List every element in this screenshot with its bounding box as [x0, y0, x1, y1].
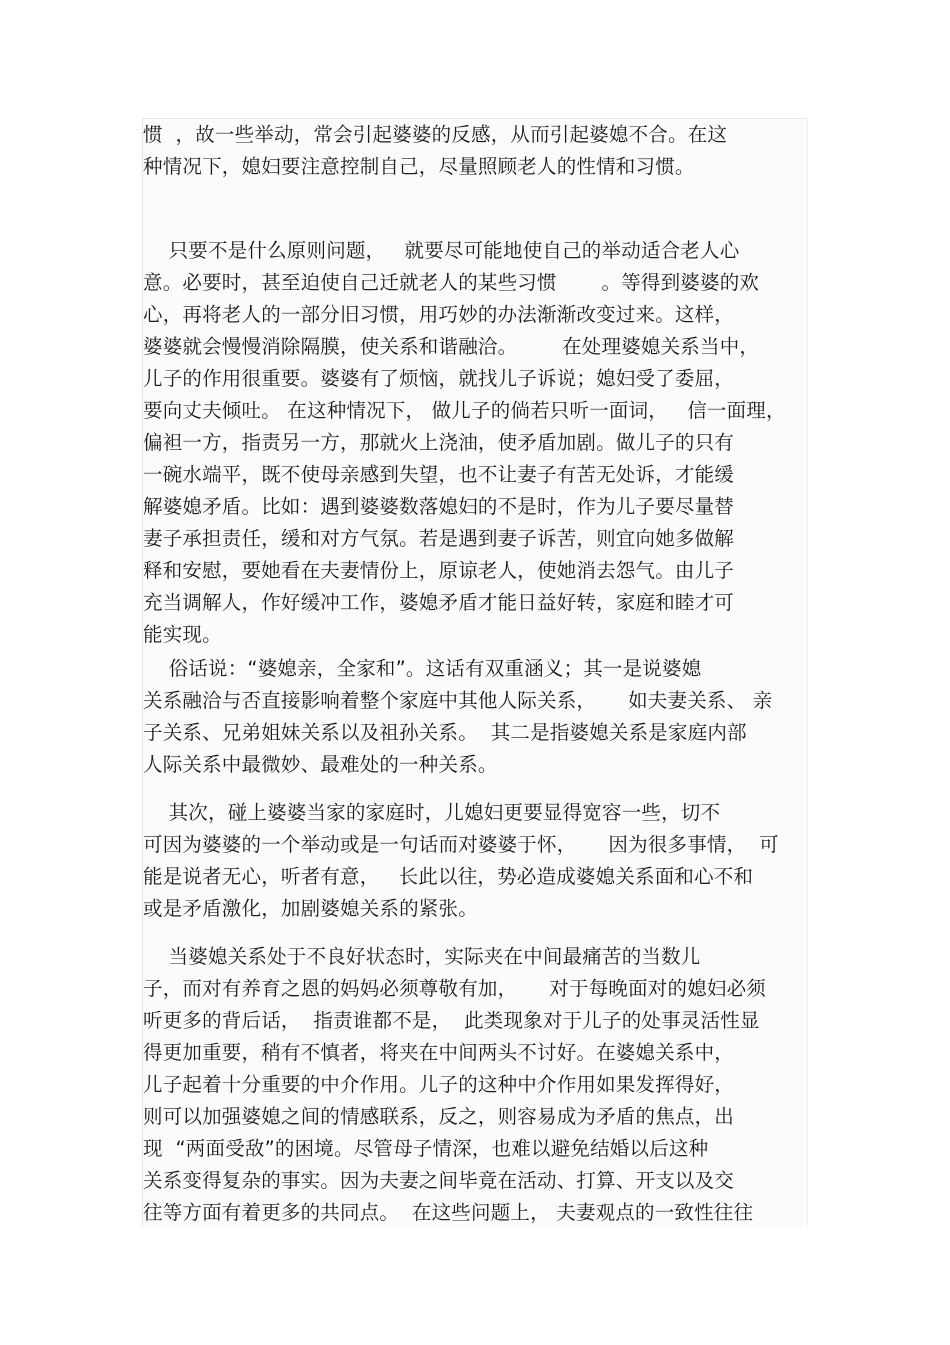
text-line: 惯 ，故一些举动，常会引起婆婆的反感，从而引起婆媳不合。在这	[143, 123, 728, 146]
text-line: 人际关系中最微妙、最难处的一种关系。	[143, 753, 498, 776]
text-line: 妻子承担责任，缓和对方气氛。若是遇到妻子诉苦，则宜向她多做解	[143, 527, 735, 550]
text-line: 得更加重要，稍有不慎者，将夹在中间两头不讨好。在婆媳关系中，	[143, 1041, 735, 1064]
text-line: 婆婆就会慢慢消除隔膜，使关系和谐融洽。 在处理婆媳关系当中，	[143, 335, 760, 358]
paragraph-2	[143, 235, 807, 651]
text-frame	[142, 118, 808, 1227]
text-line: 听更多的背后话， 指责谁都不是， 此类现象对于儿子的处事灵活性显	[143, 1009, 760, 1032]
text-line: 儿子的作用很重要。婆婆有了烦恼，就找儿子诉说；媳妇受了委屈，	[143, 367, 735, 390]
text-line: 儿子起着十分重要的中介作用。儿子的这种中介作用如果发挥得好，	[143, 1073, 735, 1096]
text-line: 子，而对有养育之恩的妈妈必须尊敬有加， 对于每晚面对的媳妇必须	[143, 977, 766, 1000]
text-line: 解婆媳矛盾。比如：遇到婆婆数落媳妇的不是时，作为儿子要尽量替	[143, 495, 735, 518]
text-line: 要向丈夫倾吐。 在这种情况下， 做儿子的倘若只听一面词， 信一面理，	[143, 399, 786, 422]
paragraph-3	[143, 653, 807, 781]
text-line: 关系变得复杂的事实。因为夫妻之间毕竟在活动、打算、开支以及交	[143, 1169, 735, 1192]
text-line: 种情况下，媳妇要注意控制自己，尽量照顾老人的性情和习惯。	[143, 155, 695, 178]
text-line: 往等方面有着更多的共同点。 在这些问题上， 夫妻观点的一致性往往	[143, 1201, 754, 1224]
text-line: 其次，碰上婆婆当家的家庭时，儿媳妇更要显得宽容一些，切不	[143, 801, 721, 824]
paragraph-1	[143, 119, 807, 183]
text-line: 释和安慰，要她看在夫妻情份上，原谅老人，使她消去怨气。由儿子	[143, 559, 735, 582]
paragraph-4	[143, 797, 807, 925]
text-line: 偏袒一方，指责另一方，那就火上浇油，使矛盾加剧。做儿子的只有	[143, 431, 735, 454]
text-line: 只要不是什么原则问题， 就要尽可能地使自己的举动适合老人心	[143, 239, 740, 262]
text-line: 当婆媳关系处于不良好状态时，实际夹在中间最痛苦的当数儿	[143, 945, 701, 968]
text-line: 一碗水端平，既不使母亲感到失望，也不让妻子有苦无处诉，才能缓	[143, 463, 735, 486]
text-line: 现 “两面受敌”的困境。尽管母子情深，也难以避免结婚以后这种	[143, 1137, 709, 1160]
text-line: 可因为婆婆的一个举动或是一句话而对婆婆于怀， 因为很多事情， 可	[143, 833, 779, 856]
text-line: 心，再将老人的一部分旧习惯，用巧妙的办法渐渐改变过来。这样，	[143, 303, 735, 326]
text-line: 或是矛盾激化，加剧婆媳关系的紧张。	[143, 897, 478, 920]
text-line: 充当调解人，作好缓冲工作，婆媳矛盾才能日益好转，家庭和睦才可	[143, 591, 735, 614]
text-line: 子关系、兄弟姐妹关系以及祖孙关系。 其二是指婆媳关系是家庭内部	[143, 721, 747, 744]
text-line: 意。必要时，甚至迫使自己迁就老人的某些习惯 。等得到婆婆的欢	[143, 271, 760, 294]
text-line: 能实现。	[143, 623, 222, 646]
paragraph-5	[143, 941, 807, 1229]
text-line: 则可以加强婆媳之间的情感联系，反之，则容易成为矛盾的焦点，出	[143, 1105, 735, 1128]
text-line: 关系融洽与否直接影响着整个家庭中其他人际关系， 如夫妻关系、 亲	[143, 689, 773, 712]
text-line: 俗话说：“婆媳亲，全家和”。这话有双重涵义；其一是说婆媳	[143, 657, 702, 680]
text-line: 能是说者无心，听者有意， 长此以往，势必造成婆媳关系面和心不和	[143, 865, 754, 888]
